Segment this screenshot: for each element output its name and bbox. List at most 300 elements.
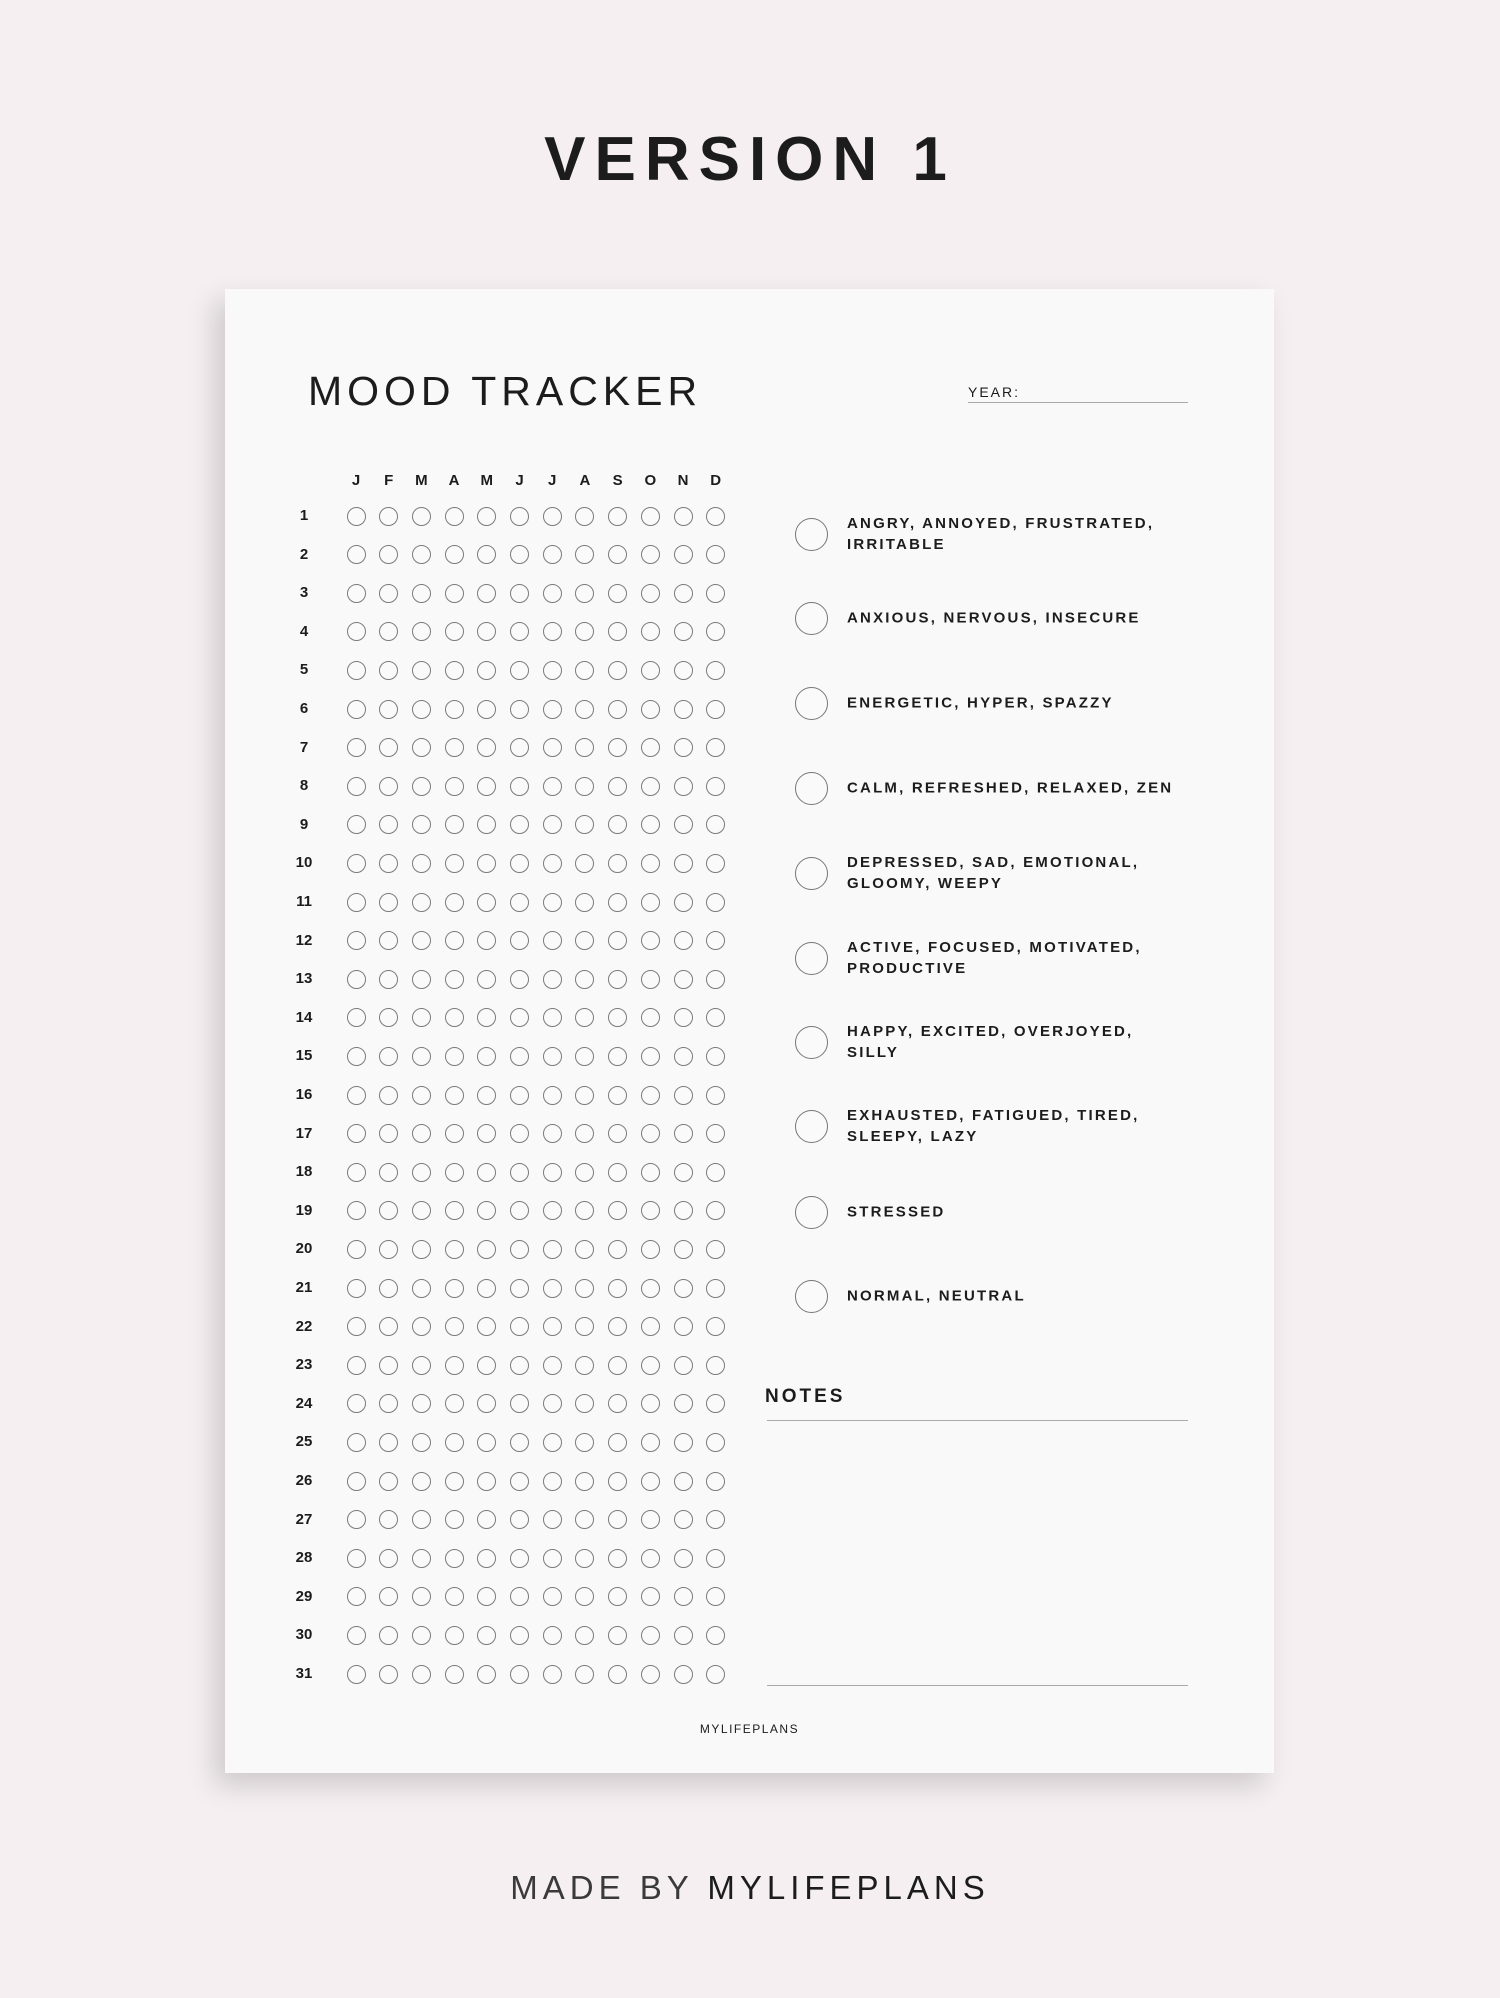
mood-cell[interactable] [510, 1394, 529, 1413]
mood-cell[interactable] [706, 1279, 725, 1298]
mood-cell[interactable] [575, 700, 594, 719]
mood-cell[interactable] [608, 854, 627, 873]
mood-cell[interactable] [608, 893, 627, 912]
mood-cell[interactable] [575, 1356, 594, 1375]
mood-cell[interactable] [347, 700, 366, 719]
mood-cell[interactable] [641, 815, 660, 834]
mood-cell[interactable] [641, 777, 660, 796]
mood-cell[interactable] [347, 1317, 366, 1336]
mood-cell[interactable] [477, 1163, 496, 1182]
mood-cell[interactable] [379, 1163, 398, 1182]
mood-cell[interactable] [445, 815, 464, 834]
legend-color-circle[interactable] [795, 942, 828, 975]
mood-cell[interactable] [510, 700, 529, 719]
mood-cell[interactable] [412, 1201, 431, 1220]
mood-cell[interactable] [706, 1008, 725, 1027]
mood-cell[interactable] [379, 507, 398, 526]
mood-cell[interactable] [674, 1008, 693, 1027]
mood-cell[interactable] [543, 1433, 562, 1452]
mood-cell[interactable] [575, 1008, 594, 1027]
mood-cell[interactable] [379, 893, 398, 912]
mood-cell[interactable] [641, 1433, 660, 1452]
legend-color-circle[interactable] [795, 857, 828, 890]
mood-cell[interactable] [674, 661, 693, 680]
mood-cell[interactable] [412, 1394, 431, 1413]
mood-cell[interactable] [412, 1086, 431, 1105]
mood-cell[interactable] [575, 545, 594, 564]
mood-cell[interactable] [706, 970, 725, 989]
mood-cell[interactable] [412, 1433, 431, 1452]
mood-cell[interactable] [575, 1665, 594, 1684]
mood-cell[interactable] [641, 1047, 660, 1066]
mood-cell[interactable] [510, 1047, 529, 1066]
mood-cell[interactable] [412, 1047, 431, 1066]
mood-cell[interactable] [608, 1665, 627, 1684]
mood-cell[interactable] [477, 1047, 496, 1066]
mood-cell[interactable] [445, 1047, 464, 1066]
mood-cell[interactable] [706, 1626, 725, 1645]
mood-cell[interactable] [641, 1317, 660, 1336]
mood-cell[interactable] [445, 893, 464, 912]
mood-cell[interactable] [347, 854, 366, 873]
mood-cell[interactable] [510, 777, 529, 796]
mood-cell[interactable] [379, 1549, 398, 1568]
legend-color-circle[interactable] [795, 1196, 828, 1229]
mood-cell[interactable] [575, 1587, 594, 1606]
mood-cell[interactable] [379, 854, 398, 873]
mood-cell[interactable] [706, 738, 725, 757]
mood-cell[interactable] [445, 1008, 464, 1027]
mood-cell[interactable] [641, 738, 660, 757]
mood-cell[interactable] [379, 584, 398, 603]
mood-cell[interactable] [477, 1124, 496, 1143]
mood-cell[interactable] [445, 661, 464, 680]
mood-cell[interactable] [510, 622, 529, 641]
mood-cell[interactable] [510, 1240, 529, 1259]
mood-cell[interactable] [543, 1510, 562, 1529]
mood-cell[interactable] [445, 1279, 464, 1298]
mood-cell[interactable] [445, 1472, 464, 1491]
mood-cell[interactable] [477, 1665, 496, 1684]
mood-cell[interactable] [575, 661, 594, 680]
mood-cell[interactable] [543, 1086, 562, 1105]
mood-cell[interactable] [608, 584, 627, 603]
mood-cell[interactable] [445, 545, 464, 564]
mood-cell[interactable] [510, 584, 529, 603]
mood-cell[interactable] [412, 1510, 431, 1529]
mood-cell[interactable] [477, 1472, 496, 1491]
mood-cell[interactable] [379, 1047, 398, 1066]
mood-cell[interactable] [575, 1279, 594, 1298]
mood-cell[interactable] [674, 777, 693, 796]
mood-cell[interactable] [477, 584, 496, 603]
mood-cell[interactable] [674, 1124, 693, 1143]
mood-cell[interactable] [510, 1086, 529, 1105]
mood-cell[interactable] [706, 661, 725, 680]
mood-cell[interactable] [510, 738, 529, 757]
mood-cell[interactable] [674, 1665, 693, 1684]
mood-cell[interactable] [412, 738, 431, 757]
mood-cell[interactable] [379, 661, 398, 680]
mood-cell[interactable] [706, 1163, 725, 1182]
mood-cell[interactable] [379, 1665, 398, 1684]
mood-cell[interactable] [543, 893, 562, 912]
mood-cell[interactable] [445, 854, 464, 873]
mood-cell[interactable] [543, 1240, 562, 1259]
mood-cell[interactable] [608, 1047, 627, 1066]
mood-cell[interactable] [543, 970, 562, 989]
mood-cell[interactable] [674, 970, 693, 989]
mood-cell[interactable] [347, 893, 366, 912]
mood-cell[interactable] [510, 1587, 529, 1606]
mood-cell[interactable] [674, 507, 693, 526]
mood-cell[interactable] [608, 622, 627, 641]
legend-color-circle[interactable] [795, 1026, 828, 1059]
mood-cell[interactable] [445, 507, 464, 526]
mood-cell[interactable] [445, 1433, 464, 1452]
mood-cell[interactable] [477, 1240, 496, 1259]
mood-cell[interactable] [608, 1356, 627, 1375]
mood-cell[interactable] [477, 1587, 496, 1606]
mood-cell[interactable] [641, 1086, 660, 1105]
mood-cell[interactable] [347, 1665, 366, 1684]
mood-cell[interactable] [674, 815, 693, 834]
mood-cell[interactable] [608, 507, 627, 526]
mood-cell[interactable] [608, 545, 627, 564]
mood-cell[interactable] [445, 1665, 464, 1684]
mood-cell[interactable] [412, 1317, 431, 1336]
mood-cell[interactable] [543, 1279, 562, 1298]
mood-cell[interactable] [641, 1240, 660, 1259]
mood-cell[interactable] [543, 1394, 562, 1413]
mood-cell[interactable] [706, 1201, 725, 1220]
mood-cell[interactable] [445, 931, 464, 950]
mood-cell[interactable] [641, 1163, 660, 1182]
mood-cell[interactable] [347, 507, 366, 526]
mood-cell[interactable] [477, 1201, 496, 1220]
mood-cell[interactable] [379, 1008, 398, 1027]
mood-cell[interactable] [510, 1472, 529, 1491]
mood-cell[interactable] [706, 1086, 725, 1105]
mood-cell[interactable] [543, 661, 562, 680]
mood-cell[interactable] [608, 1472, 627, 1491]
mood-cell[interactable] [706, 1472, 725, 1491]
mood-cell[interactable] [706, 854, 725, 873]
mood-cell[interactable] [445, 1201, 464, 1220]
mood-cell[interactable] [510, 1510, 529, 1529]
mood-cell[interactable] [445, 1124, 464, 1143]
mood-cell[interactable] [510, 893, 529, 912]
mood-cell[interactable] [477, 738, 496, 757]
mood-cell[interactable] [412, 622, 431, 641]
mood-cell[interactable] [510, 1279, 529, 1298]
mood-cell[interactable] [706, 815, 725, 834]
mood-cell[interactable] [379, 1626, 398, 1645]
mood-cell[interactable] [445, 584, 464, 603]
mood-cell[interactable] [347, 931, 366, 950]
mood-cell[interactable] [412, 545, 431, 564]
mood-cell[interactable] [674, 1356, 693, 1375]
mood-cell[interactable] [379, 970, 398, 989]
mood-cell[interactable] [575, 1394, 594, 1413]
mood-cell[interactable] [510, 931, 529, 950]
mood-cell[interactable] [543, 738, 562, 757]
mood-cell[interactable] [379, 1394, 398, 1413]
mood-cell[interactable] [674, 1086, 693, 1105]
mood-cell[interactable] [706, 1317, 725, 1336]
mood-cell[interactable] [608, 777, 627, 796]
mood-cell[interactable] [608, 1394, 627, 1413]
mood-cell[interactable] [477, 1317, 496, 1336]
mood-cell[interactable] [477, 1086, 496, 1105]
mood-cell[interactable] [347, 1086, 366, 1105]
mood-cell[interactable] [543, 1124, 562, 1143]
mood-cell[interactable] [543, 815, 562, 834]
mood-cell[interactable] [379, 545, 398, 564]
mood-cell[interactable] [706, 1510, 725, 1529]
mood-cell[interactable] [347, 1163, 366, 1182]
mood-cell[interactable] [543, 1047, 562, 1066]
mood-cell[interactable] [543, 1317, 562, 1336]
mood-cell[interactable] [641, 1510, 660, 1529]
mood-cell[interactable] [477, 815, 496, 834]
mood-cell[interactable] [412, 1626, 431, 1645]
mood-cell[interactable] [706, 931, 725, 950]
mood-cell[interactable] [674, 700, 693, 719]
mood-cell[interactable] [379, 738, 398, 757]
mood-cell[interactable] [608, 661, 627, 680]
mood-cell[interactable] [608, 815, 627, 834]
mood-cell[interactable] [477, 854, 496, 873]
mood-cell[interactable] [608, 1163, 627, 1182]
mood-cell[interactable] [543, 1587, 562, 1606]
mood-cell[interactable] [477, 507, 496, 526]
mood-cell[interactable] [477, 970, 496, 989]
mood-cell[interactable] [412, 1008, 431, 1027]
mood-cell[interactable] [575, 1433, 594, 1452]
mood-cell[interactable] [706, 1240, 725, 1259]
mood-cell[interactable] [575, 738, 594, 757]
mood-cell[interactable] [706, 584, 725, 603]
mood-cell[interactable] [706, 1433, 725, 1452]
mood-cell[interactable] [379, 1587, 398, 1606]
mood-cell[interactable] [477, 1356, 496, 1375]
mood-cell[interactable] [412, 700, 431, 719]
mood-cell[interactable] [575, 1201, 594, 1220]
mood-cell[interactable] [412, 854, 431, 873]
mood-cell[interactable] [543, 1626, 562, 1645]
mood-cell[interactable] [641, 854, 660, 873]
mood-cell[interactable] [706, 893, 725, 912]
mood-cell[interactable] [379, 777, 398, 796]
mood-cell[interactable] [575, 1626, 594, 1645]
mood-cell[interactable] [641, 1665, 660, 1684]
mood-cell[interactable] [575, 1472, 594, 1491]
mood-cell[interactable] [347, 1047, 366, 1066]
mood-cell[interactable] [575, 1163, 594, 1182]
mood-cell[interactable] [412, 584, 431, 603]
mood-cell[interactable] [706, 1587, 725, 1606]
mood-cell[interactable] [379, 931, 398, 950]
mood-cell[interactable] [379, 1201, 398, 1220]
mood-cell[interactable] [641, 1472, 660, 1491]
mood-cell[interactable] [608, 1086, 627, 1105]
legend-color-circle[interactable] [795, 772, 828, 805]
mood-cell[interactable] [445, 1587, 464, 1606]
mood-cell[interactable] [412, 661, 431, 680]
mood-cell[interactable] [706, 545, 725, 564]
mood-cell[interactable] [674, 1587, 693, 1606]
mood-cell[interactable] [347, 1549, 366, 1568]
mood-cell[interactable] [477, 1626, 496, 1645]
mood-cell[interactable] [445, 970, 464, 989]
mood-cell[interactable] [706, 1665, 725, 1684]
mood-cell[interactable] [379, 1317, 398, 1336]
mood-cell[interactable] [477, 700, 496, 719]
mood-cell[interactable] [641, 1356, 660, 1375]
mood-cell[interactable] [477, 1394, 496, 1413]
mood-cell[interactable] [379, 1279, 398, 1298]
mood-cell[interactable] [608, 1549, 627, 1568]
mood-cell[interactable] [543, 1163, 562, 1182]
mood-cell[interactable] [347, 622, 366, 641]
mood-cell[interactable] [641, 1587, 660, 1606]
mood-cell[interactable] [510, 507, 529, 526]
mood-cell[interactable] [510, 1549, 529, 1568]
mood-cell[interactable] [674, 738, 693, 757]
mood-cell[interactable] [347, 1201, 366, 1220]
mood-cell[interactable] [445, 700, 464, 719]
mood-cell[interactable] [641, 700, 660, 719]
mood-cell[interactable] [706, 1394, 725, 1413]
mood-cell[interactable] [477, 622, 496, 641]
mood-cell[interactable] [641, 1394, 660, 1413]
mood-cell[interactable] [608, 738, 627, 757]
mood-cell[interactable] [510, 1008, 529, 1027]
mood-cell[interactable] [412, 1665, 431, 1684]
mood-cell[interactable] [347, 1472, 366, 1491]
mood-cell[interactable] [608, 1510, 627, 1529]
mood-cell[interactable] [510, 1317, 529, 1336]
mood-cell[interactable] [674, 1626, 693, 1645]
mood-cell[interactable] [674, 1240, 693, 1259]
mood-cell[interactable] [674, 584, 693, 603]
mood-cell[interactable] [608, 931, 627, 950]
mood-cell[interactable] [347, 815, 366, 834]
mood-cell[interactable] [445, 1317, 464, 1336]
mood-cell[interactable] [510, 1163, 529, 1182]
mood-cell[interactable] [543, 622, 562, 641]
mood-cell[interactable] [510, 661, 529, 680]
mood-cell[interactable] [641, 1008, 660, 1027]
mood-cell[interactable] [608, 1587, 627, 1606]
mood-cell[interactable] [674, 622, 693, 641]
mood-cell[interactable] [477, 1433, 496, 1452]
mood-cell[interactable] [543, 1549, 562, 1568]
mood-cell[interactable] [575, 854, 594, 873]
mood-cell[interactable] [412, 815, 431, 834]
mood-cell[interactable] [510, 854, 529, 873]
mood-cell[interactable] [575, 1549, 594, 1568]
mood-cell[interactable] [575, 931, 594, 950]
mood-cell[interactable] [412, 1356, 431, 1375]
mood-cell[interactable] [445, 1086, 464, 1105]
mood-cell[interactable] [477, 1008, 496, 1027]
mood-cell[interactable] [347, 738, 366, 757]
mood-cell[interactable] [706, 700, 725, 719]
mood-cell[interactable] [412, 1124, 431, 1143]
mood-cell[interactable] [575, 893, 594, 912]
mood-cell[interactable] [575, 1047, 594, 1066]
mood-cell[interactable] [543, 1356, 562, 1375]
mood-cell[interactable] [347, 661, 366, 680]
mood-cell[interactable] [477, 931, 496, 950]
mood-cell[interactable] [674, 1201, 693, 1220]
mood-cell[interactable] [412, 507, 431, 526]
mood-cell[interactable] [674, 854, 693, 873]
mood-cell[interactable] [674, 1510, 693, 1529]
legend-color-circle[interactable] [795, 1280, 828, 1313]
mood-cell[interactable] [543, 1472, 562, 1491]
mood-cell[interactable] [543, 584, 562, 603]
mood-cell[interactable] [347, 545, 366, 564]
mood-cell[interactable] [445, 1510, 464, 1529]
mood-cell[interactable] [477, 1279, 496, 1298]
mood-cell[interactable] [347, 1433, 366, 1452]
mood-cell[interactable] [379, 622, 398, 641]
mood-cell[interactable] [412, 1240, 431, 1259]
mood-cell[interactable] [674, 1047, 693, 1066]
mood-cell[interactable] [674, 1394, 693, 1413]
mood-cell[interactable] [412, 970, 431, 989]
mood-cell[interactable] [706, 1047, 725, 1066]
mood-cell[interactable] [641, 507, 660, 526]
mood-cell[interactable] [510, 1626, 529, 1645]
mood-cell[interactable] [347, 1279, 366, 1298]
mood-cell[interactable] [674, 1433, 693, 1452]
mood-cell[interactable] [608, 1279, 627, 1298]
mood-cell[interactable] [510, 545, 529, 564]
mood-cell[interactable] [445, 1163, 464, 1182]
mood-cell[interactable] [510, 1665, 529, 1684]
mood-cell[interactable] [641, 1124, 660, 1143]
mood-cell[interactable] [477, 777, 496, 796]
mood-cell[interactable] [510, 1201, 529, 1220]
mood-cell[interactable] [379, 1356, 398, 1375]
mood-cell[interactable] [608, 1201, 627, 1220]
mood-cell[interactable] [347, 1626, 366, 1645]
mood-cell[interactable] [379, 815, 398, 834]
mood-cell[interactable] [445, 1356, 464, 1375]
mood-cell[interactable] [347, 1008, 366, 1027]
legend-color-circle[interactable] [795, 1110, 828, 1143]
mood-cell[interactable] [379, 1240, 398, 1259]
mood-cell[interactable] [379, 1124, 398, 1143]
mood-cell[interactable] [510, 1124, 529, 1143]
mood-cell[interactable] [608, 1317, 627, 1336]
mood-cell[interactable] [412, 931, 431, 950]
mood-cell[interactable] [543, 777, 562, 796]
mood-cell[interactable] [347, 1356, 366, 1375]
mood-cell[interactable] [575, 1124, 594, 1143]
mood-cell[interactable] [575, 970, 594, 989]
mood-cell[interactable] [641, 893, 660, 912]
mood-cell[interactable] [674, 1163, 693, 1182]
mood-cell[interactable] [477, 661, 496, 680]
mood-cell[interactable] [641, 661, 660, 680]
mood-cell[interactable] [412, 893, 431, 912]
mood-cell[interactable] [641, 545, 660, 564]
